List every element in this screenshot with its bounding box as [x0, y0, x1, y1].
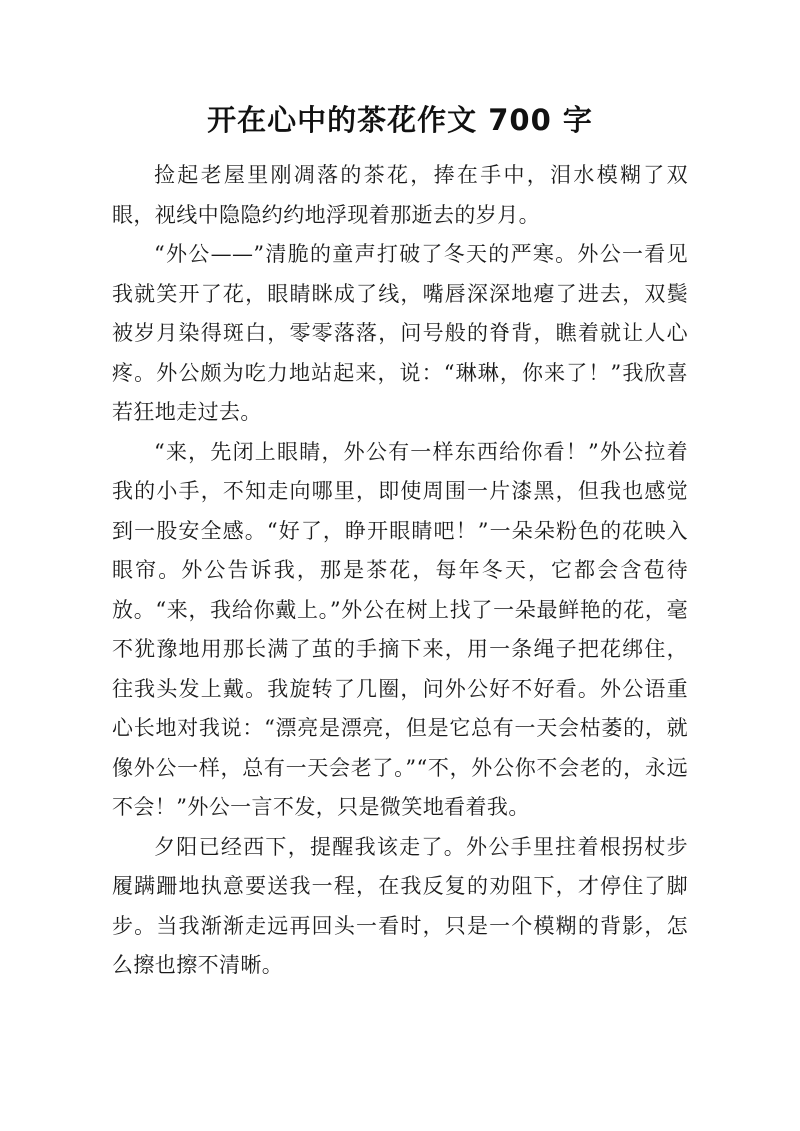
- paragraph: 夕阳已经西下，提醒我该走了。外公手里拄着根拐杖步履蹒跚地执意要送我一程，在我反复的劝阻下，才停住了脚步。当我渐渐走远再回头一看时，只是一个模糊的背影，怎么擦也擦不清晰。: [112, 834, 688, 977]
- paragraph: “外公——”清脆的童声打破了冬天的严寒。外公一看见我就笑开了花，眼睛眯成了线，嘴唇深深地瘪了进去，双鬓被岁月染得斑白，零零落落，问号般的脊背，瞧着就让人心疼。外公颇为吃力地站起来，说：“琳琳，你来了！”我欣喜若狂地走过去。: [112, 242, 688, 424]
- paragraph: 捡起老屋里刚凋落的茶花，捧在手中，泪水模糊了双眼，视线中隐隐约约地浮现着那逝去的岁月。: [112, 163, 688, 227]
- document-title: 开在心中的茶花作文 700 字: [207, 103, 593, 137]
- paragraph: “来，先闭上眼睛，外公有一样东西给你看！”外公拉着我的小手，不知走向哪里，即使周围一片漆黑，但我也感觉到一股安全感。“好了，睁开眼睛吧！”一朵朵粉色的花映入眼帘。外公告诉我，那是茶花，每年冬天，它都会含苞待放。“来，我给你戴上。”外公在树上找了一朵最鲜艳的花，毫不犹豫地用那长满了茧的手摘下来，用一条绳子把花绑住，往我头发上戴。我旋转了几圈，问外公好不好看。外公语重心长地对我说：“漂亮是漂亮，但是它总有一天会枯萎的，就像外公一样，总有一天会老了。”“不，外公你不会老的，永远不会！”外公一言不发，只是微笑地看着我。: [112, 439, 688, 819]
- document-body: [112, 156, 688, 986]
